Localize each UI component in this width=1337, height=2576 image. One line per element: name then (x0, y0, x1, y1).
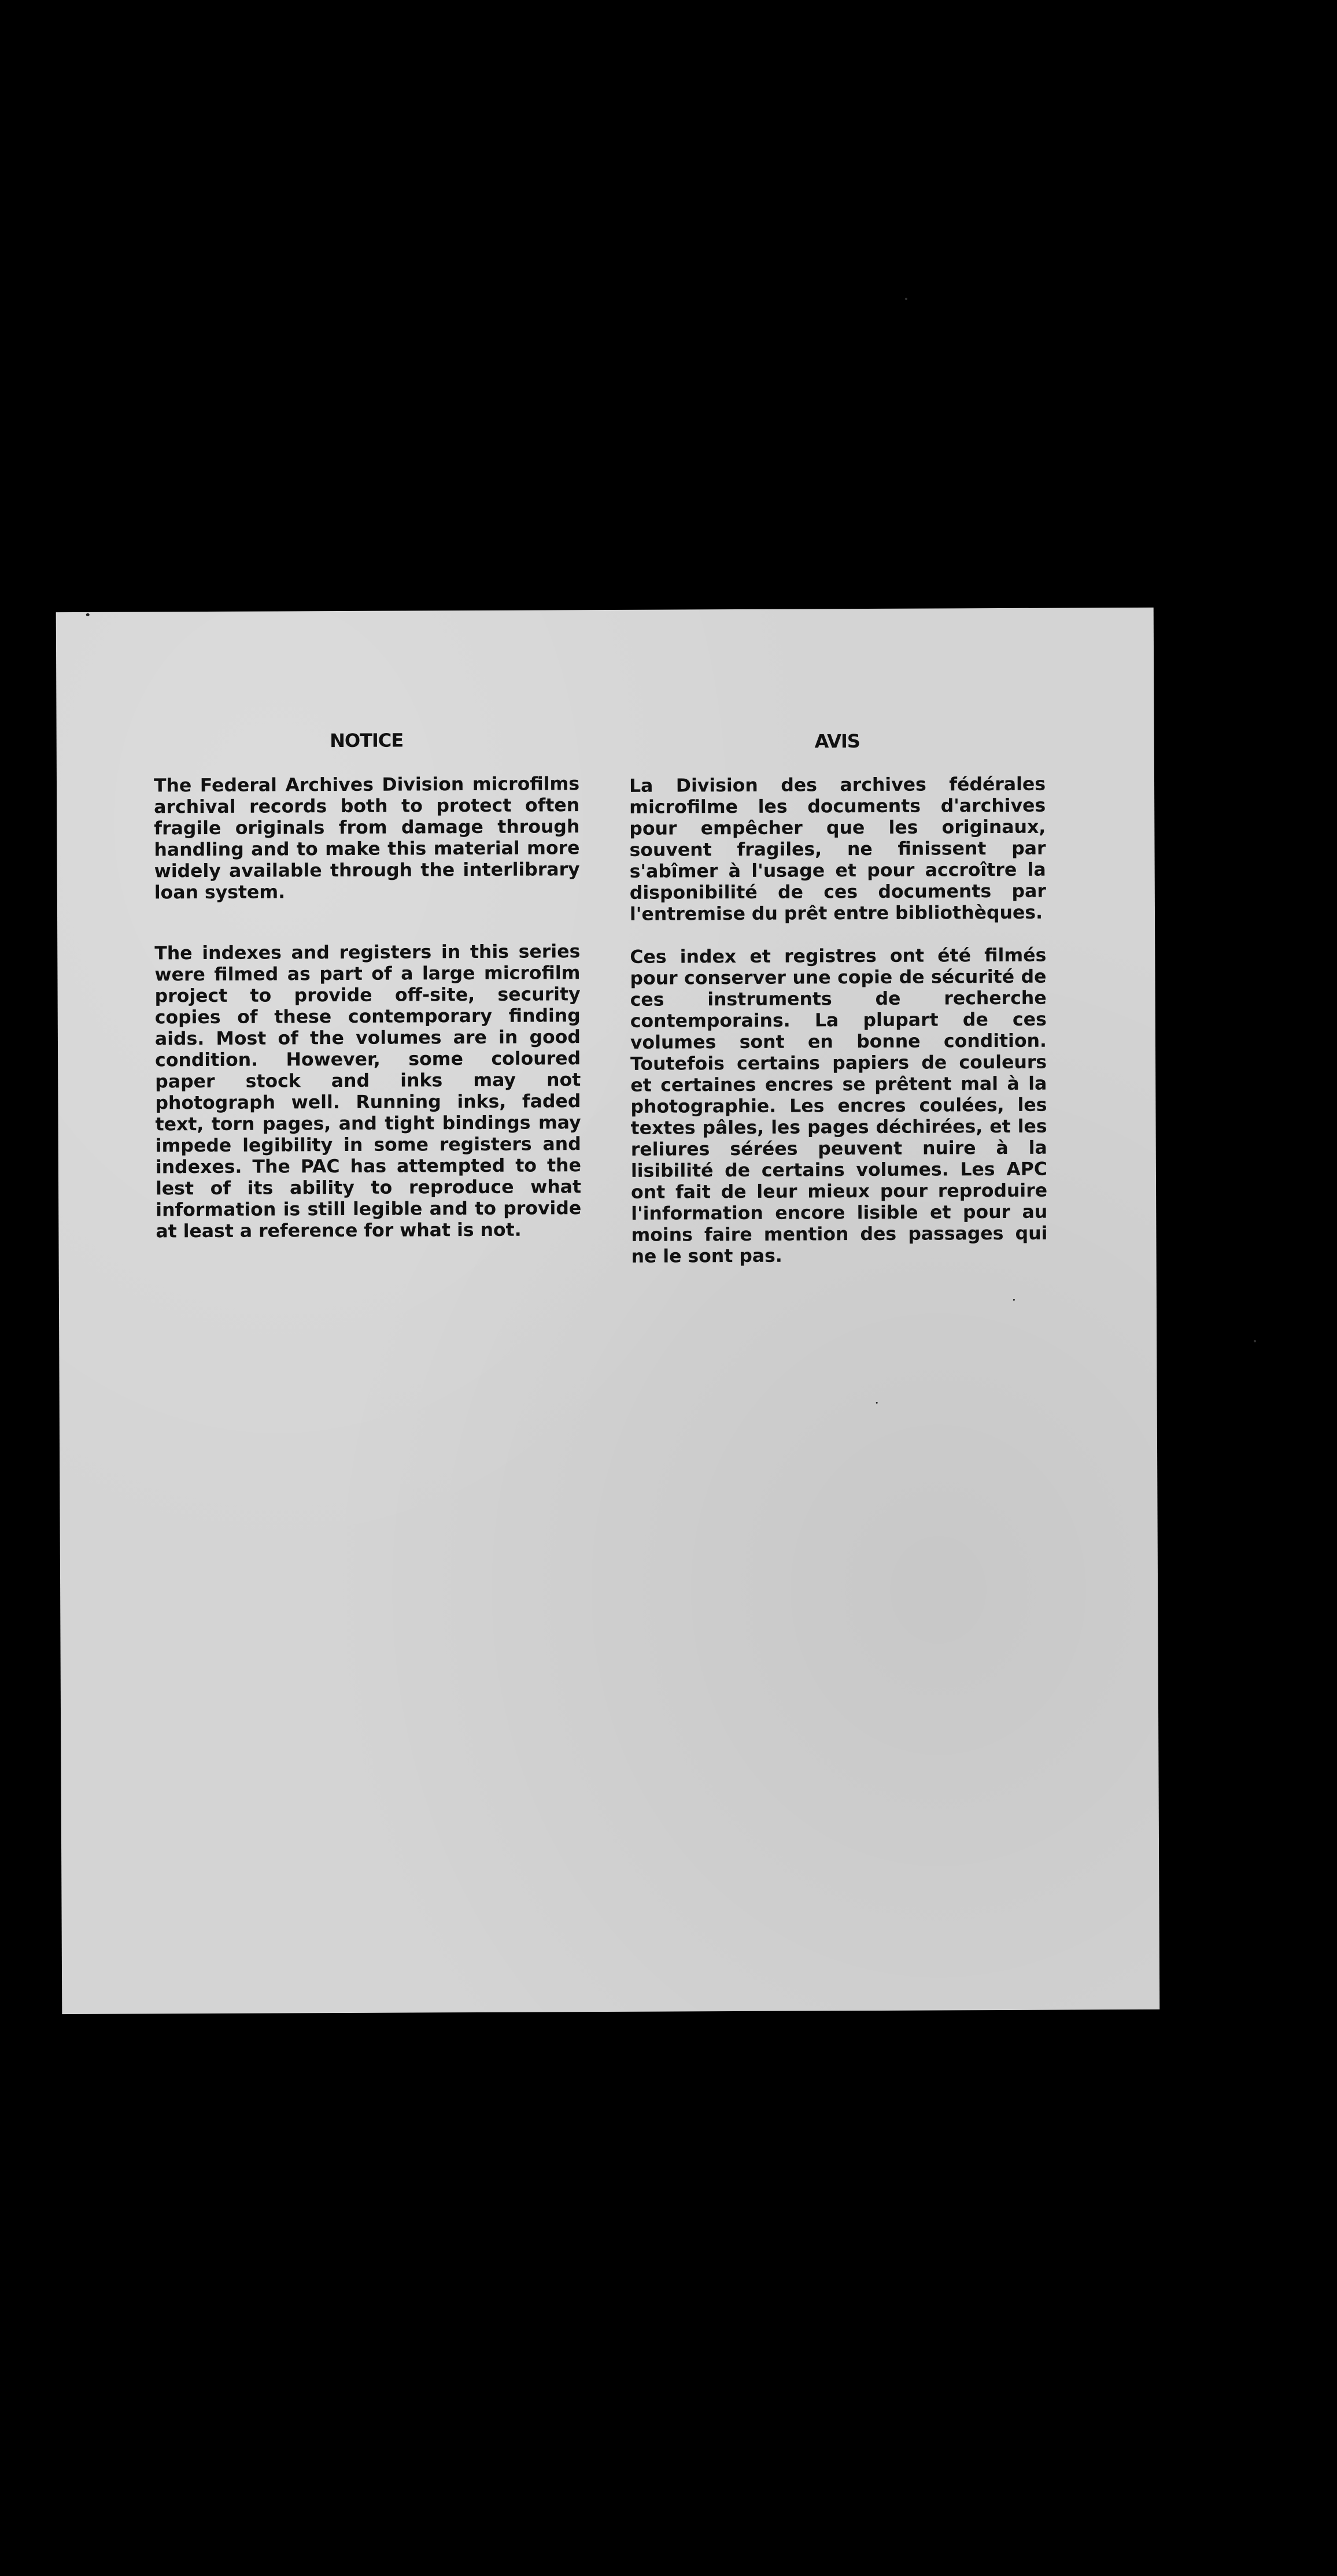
notice-column-english (153, 610, 582, 1242)
film-speck (876, 1402, 878, 1404)
notice-heading: NOTICE (330, 729, 404, 752)
film-speck (86, 613, 90, 616)
avis-column-french (629, 608, 1048, 1267)
film-speck (1254, 1340, 1256, 1342)
avis-paragraph-2: Ces index et registres ont été filmés pour conserver une copie de sécurité de ces instruments de recherche contemporains. La plupart de ces volumes sont en bonne condition. Toutefois certains papiers de couleurs et certaines encres se prêtent mal à la photographie. Les encres coulées, les textes pâles, les pages déchirées, et les reliures sérées peuvent nuire à la lisibilité de certains volumes. Les APC ont fait de leur mieux pour reproduire l'information encore lisible et pour au moins faire mention des passages qui ne le sont pas. (630, 945, 1048, 1267)
avis-heading: AVIS (814, 730, 860, 753)
avis-paragraph-1: La Division des archives fédérales microfilme les documents d'archives pour empêcher que les originaux, souvent fragiles, ne finissent par s'abîmer à l'usage et pour accroître la disponibilité de ces documents par l'entremise du prêt entre bibliothèques. (629, 773, 1046, 925)
notice-paragraph-2: The indexes and registers in this series were filmed as part of a large microfilm project to provide off-site, security copies of these contemporary finding aids. Most of the volumes are in good condition. However, some coloured paper stock and inks may not photograph well. Running inks, faded text, torn pages, and tight bindings may impede legibility in some registers and indexes. The PAC has attempted to the lest of its ability to reproduce what information is still legible and to provide at least a reference for what is not. (154, 941, 582, 1242)
notice-paragraph-1: The Federal Archives Division microfilms archival records both to protect often fragile originals from damage through handling and to make this material more widely available through the interlibrary loan system. (153, 773, 580, 904)
microfilm-page (56, 608, 1160, 2014)
film-speck (905, 298, 907, 300)
film-speck (1013, 1299, 1015, 1301)
